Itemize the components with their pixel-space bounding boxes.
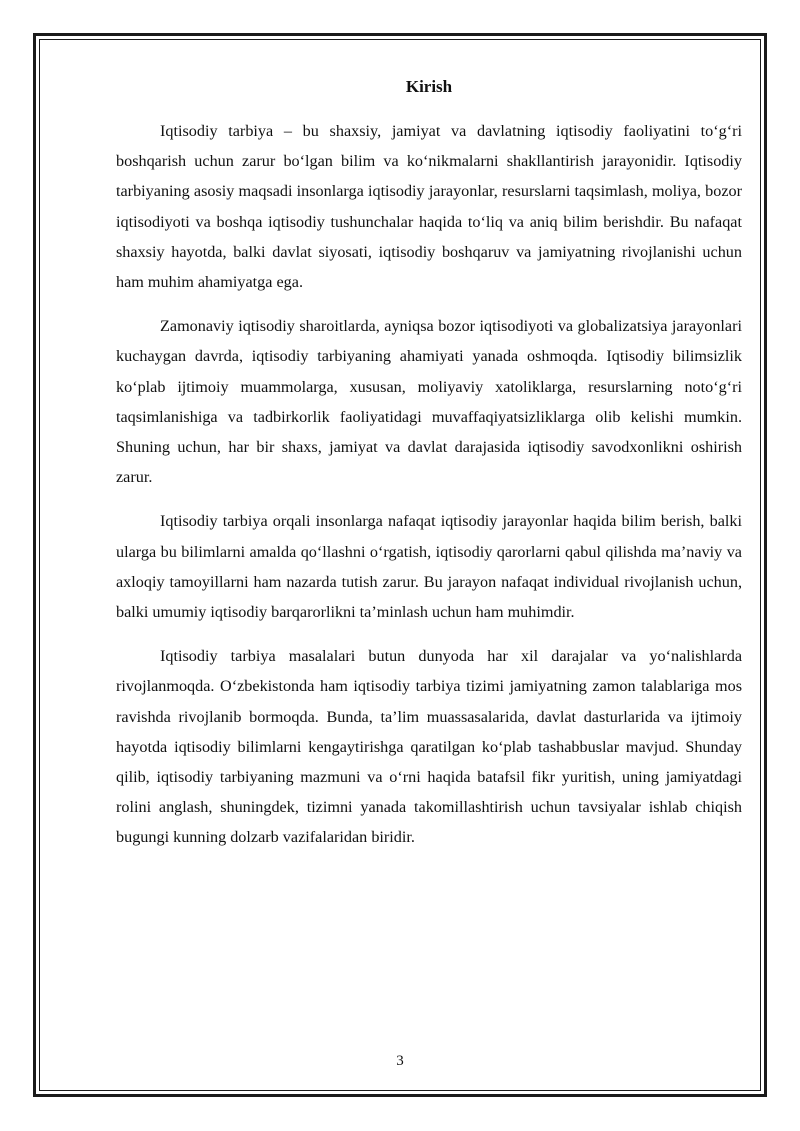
paragraph-1: Iqtisodiy tarbiya – bu shaxsiy, jamiyat va davlatning iqtisodiy faoliyatini to‘g‘ri boshqarish uchun zarur bo‘lgan bilim va ko‘nikmalarni shakllantirish jarayonidir. Iqtisodiy tarbiyaning asosiy maqsadi insonlarga iqtisodiy jarayonlar, resurslarni taqsimlash, moliya, bozor iqtisodiyoti va boshqa iqtisodiy tushunchalar haqida to‘liq va aniq bilim berishdir. Bu nafaqat shaxsiy hayotda, balki davlat siyosati, iqtisodiy boshqaruv va jamiyatning rivojlanishi uchun ham muhim ahamiyatga ega. bbox=[116, 122, 742, 292]
document-body bbox=[116, 72, 742, 867]
page-title: Kirish bbox=[405, 77, 453, 96]
page-number: 3 bbox=[396, 1053, 404, 1069]
paragraph-4: Iqtisodiy tarbiya masalalari butun dunyoda har xil darajalar va yo‘nalishlarda rivojlanmoqda. O‘zbekistonda ham iqtisodiy tarbiya tizimi jamiyatning zamon talablariga mos ravishda rivojlanib bormoqda. Bunda, ta’lim muassasalarida, davlat dasturlarida va ijtimoiy hayotda iqtisodiy bilimlarni kengaytirishga qaratilgan ko‘plab tashabbuslar mavjud. Shunday qilib, iqtisodiy tarbiyaning mazmuni va o‘rni haqida batafsil fikr yuritish, uning jamiyatdagi rolini anglash, shuningdek, tizimni yanada takomillashtirish uchun tavsiyalar ishlab chiqish bugungi kunning dolzarb vazifalaridan biridir. bbox=[116, 647, 742, 847]
paragraph-3: Iqtisodiy tarbiya orqali insonlarga nafaqat iqtisodiy jarayonlar haqida bilim berish, balki ularga bu bilimlarni amalda qo‘llashni o‘rgatish, iqtisodiy qarorlarni qabul qilishda ma’naviy va axloqiy tamoyillarni ham nazarda tutish zarur. Bu jarayon nafaqat individual rivojlanish uchun, balki umumiy iqtisodiy barqarorlikni ta’minlash uchun ham muhimdir. bbox=[116, 512, 742, 622]
paragraph-2: Zamonaviy iqtisodiy sharoitlarda, ayniqsa bozor iqtisodiyoti va globalizatsiya jarayonlari kuchaygan davrda, iqtisodiy tarbiyaning ahamiyati yanada oshmoqda. Iqtisodiy bilimsizlik ko‘plab ijtimoiy muammolarga, xususan, moliyaviy xatoliklarga, resurslarning noto‘g‘ri taqsimlanishiga va tadbirkorlik faoliyatidagi muvaffaqiyatsizliklarga olib kelishi mumkin. Shuning uchun, har bir shaxs, jamiyat va davlat darajasida iqtisodiy savodxonlikni oshirish zarur. bbox=[116, 317, 742, 487]
